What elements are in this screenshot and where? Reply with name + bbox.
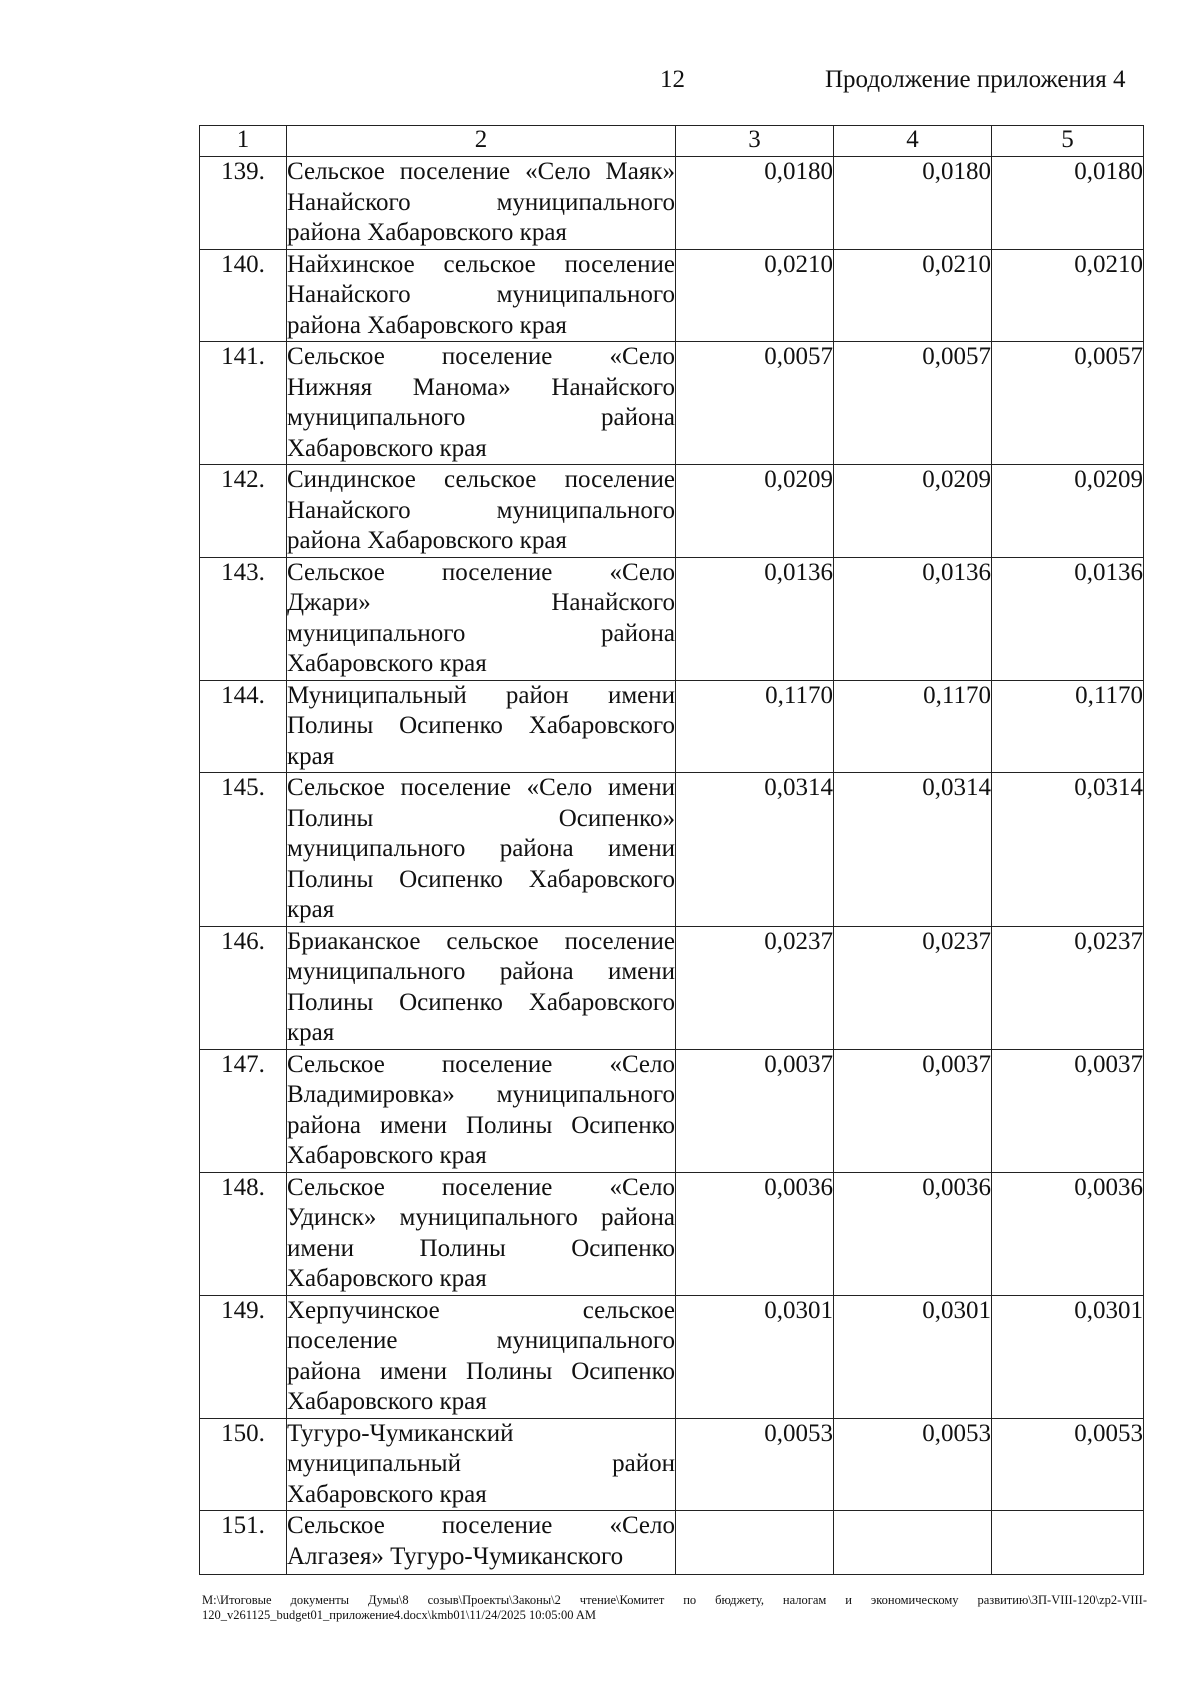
municipality-name-line: Владимировка» муниципального: [287, 1081, 675, 1108]
municipality-name-line: Сельское поселение «Село: [287, 343, 675, 370]
value-col-4: 0,0210: [834, 249, 992, 342]
municipality-name-line: Муниципальный район имени: [287, 681, 675, 709]
column-header: 2: [287, 126, 676, 157]
table-body: [200, 157, 1144, 1575]
municipality-name-line: Сельское поселение «Село: [287, 1173, 675, 1201]
municipality-name-line: муниципального района: [287, 404, 675, 431]
table-row: [200, 1049, 1144, 1172]
municipality-name-line: Сельское поселение «Село: [287, 558, 675, 586]
municipality-name: [287, 1049, 676, 1172]
municipality-name-line: Найхинское сельское поселение: [287, 250, 675, 278]
municipality-name-line: Бриаканское сельское поселение: [287, 927, 675, 955]
municipality-name-line: Джари» Нанайского: [287, 589, 675, 616]
value-col-5: 0,0209: [992, 465, 1144, 558]
value-col-3: 0,0210: [676, 249, 834, 342]
table-row: [200, 1295, 1144, 1418]
table-row: [200, 249, 1144, 342]
value-col-3: 0,0036: [676, 1172, 834, 1295]
page-number: 12: [660, 66, 685, 93]
document-file-path: M:\Итоговые документы Думы\8 созыв\Проекты\Законы\2 чтение\Комитет по бюджету, налогам и экономическому развитию\ЗП-VIII-120\zp2-VIII-120_v261125_budget01_приложение4.docx\kmb01\11/24/2025 10:05:00 AM: [202, 1593, 1147, 1622]
municipality-name-line: Нанайского муниципального: [287, 281, 675, 308]
value-col-3: 0,0053: [676, 1418, 834, 1511]
municipality-name: [287, 926, 676, 1049]
row-number: 141.: [200, 342, 287, 465]
row-number: 144.: [200, 680, 287, 773]
value-col-3: 0,0209: [676, 465, 834, 558]
table-row: [200, 1172, 1144, 1295]
row-number: 145.: [200, 773, 287, 927]
row-number: 151.: [200, 1511, 287, 1575]
municipality-name-line: Херпучинское сельское: [287, 1296, 675, 1324]
value-col-3: 0,0301: [676, 1295, 834, 1418]
municipality-name-line: Сельское поселение «Село: [287, 1512, 675, 1539]
value-col-4: 0,0301: [834, 1295, 992, 1418]
municipality-name-line: Синдинское сельское поселение: [287, 466, 675, 493]
value-col-3: 0,0136: [676, 557, 834, 680]
value-col-3: [676, 1511, 834, 1575]
value-col-4: 0,1170: [834, 680, 992, 773]
municipality-name: [287, 342, 676, 465]
value-col-4: 0,0036: [834, 1172, 992, 1295]
municipality-name-line: Полины Осипенко Хабаровского: [287, 712, 675, 739]
value-col-5: 0,0301: [992, 1295, 1144, 1418]
value-col-5: 0,0210: [992, 249, 1144, 342]
value-col-4: 0,0314: [834, 773, 992, 927]
municipality-name: [287, 557, 676, 680]
column-header: 5: [992, 126, 1144, 157]
row-number: 142.: [200, 465, 287, 558]
row-number: 146.: [200, 926, 287, 1049]
column-header: 4: [834, 126, 992, 157]
value-col-4: 0,0209: [834, 465, 992, 558]
municipality-name-line: Хабаровского края: [287, 1265, 487, 1292]
value-col-3: 0,1170: [676, 680, 834, 773]
municipality-name-line: района имени Полины Осипенко: [287, 1111, 675, 1139]
municipality-name: [287, 680, 676, 773]
value-col-5: 0,0057: [992, 342, 1144, 465]
row-number: 150.: [200, 1418, 287, 1511]
value-col-3: 0,0237: [676, 926, 834, 1049]
table-row: [200, 342, 1144, 465]
municipality-name-line: Сельское поселение «Село Маяк»: [287, 158, 675, 185]
value-col-4: 0,0136: [834, 557, 992, 680]
municipality-name-line: Хабаровского края: [287, 1480, 487, 1508]
row-number: 140.: [200, 249, 287, 342]
municipality-name: [287, 773, 676, 927]
value-col-4: 0,0037: [834, 1049, 992, 1172]
municipality-name-line: Нижняя Манома» Нанайского: [287, 373, 675, 401]
municipality-name-line: Сельское поселение «Село имени: [287, 774, 675, 801]
municipality-name-line: имени Полины Осипенко: [287, 1234, 675, 1262]
value-col-4: 0,0057: [834, 342, 992, 465]
table-row: [200, 926, 1144, 1049]
municipality-name-line: края: [287, 896, 335, 923]
municipality-name: [287, 249, 676, 342]
table-row: [200, 773, 1144, 927]
value-col-5: 0,0053: [992, 1418, 1144, 1511]
municipality-name: [287, 1511, 676, 1575]
municipality-name-line: Тугуро-Чумиканский: [287, 1419, 514, 1447]
table-row: [200, 1418, 1144, 1511]
value-col-5: 0,0037: [992, 1049, 1144, 1172]
table-row: [200, 465, 1144, 558]
municipality-name-line: Алгазея» Тугуро-Чумиканского: [287, 1542, 624, 1570]
value-col-4: [834, 1511, 992, 1575]
municipality-name-line: муниципальный район: [287, 1450, 675, 1477]
municipality-name: [287, 1295, 676, 1418]
value-col-5: 0,1170: [992, 680, 1144, 773]
municipality-name-line: района Хабаровского края: [287, 219, 567, 246]
value-col-5: 0,0180: [992, 157, 1144, 250]
municipality-name: [287, 465, 676, 558]
municipality-name: [287, 157, 676, 250]
value-col-5: 0,0136: [992, 557, 1144, 680]
municipality-name-line: Хабаровского края: [287, 1142, 487, 1169]
municipality-name-line: муниципального района: [287, 619, 675, 647]
municipality-name-line: района имени Полины Осипенко: [287, 1357, 675, 1385]
table-row: [200, 680, 1144, 773]
value-col-3: 0,0057: [676, 342, 834, 465]
row-number: 147.: [200, 1049, 287, 1172]
municipality-name-line: Сельское поселение «Село: [287, 1050, 675, 1078]
municipality-name-line: Хабаровского края: [287, 1388, 487, 1415]
value-col-5: 0,0237: [992, 926, 1144, 1049]
municipality-name-line: Полины Осипенко Хабаровского: [287, 988, 675, 1016]
municipality-name-line: Хабаровского края: [287, 434, 487, 462]
municipality-name-line: Хабаровского края: [287, 650, 487, 677]
table-header-row: [200, 126, 1144, 157]
municipality-name-line: муниципального района имени: [287, 835, 675, 862]
row-number: 143.: [200, 557, 287, 680]
value-col-5: 0,0314: [992, 773, 1144, 927]
table-row: [200, 557, 1144, 680]
municipality-name-line: края: [287, 742, 335, 770]
appendix-title: Продолжение приложения 4: [825, 66, 1126, 93]
municipality-name-line: Полины Осипенко Хабаровского: [287, 865, 675, 893]
municipality-name-line: Нанайского муниципального: [287, 496, 675, 524]
municipality-name-line: Полины Осипенко»: [287, 804, 675, 832]
row-number: 148.: [200, 1172, 287, 1295]
municipality-name-line: Нанайского муниципального: [287, 188, 675, 216]
municipality-name-line: края: [287, 1019, 335, 1046]
municipality-name-line: района Хабаровского края: [287, 311, 567, 339]
value-col-5: [992, 1511, 1144, 1575]
value-col-4: 0,0053: [834, 1418, 992, 1511]
value-col-3: 0,0180: [676, 157, 834, 250]
municipality-name-line: Удинск» муниципального района: [287, 1204, 675, 1231]
table-row: [200, 1511, 1144, 1575]
row-number: 149.: [200, 1295, 287, 1418]
municipality-name-line: муниципального района имени: [287, 958, 675, 985]
value-col-4: 0,0237: [834, 926, 992, 1049]
table-row: [200, 157, 1144, 250]
municipality-name: [287, 1418, 676, 1511]
column-header: 3: [676, 126, 834, 157]
value-col-3: 0,0314: [676, 773, 834, 927]
budget-table: [199, 125, 1144, 1575]
municipality-name: [287, 1172, 676, 1295]
value-col-3: 0,0037: [676, 1049, 834, 1172]
value-col-5: 0,0036: [992, 1172, 1144, 1295]
value-col-4: 0,0180: [834, 157, 992, 250]
column-header: 1: [200, 126, 287, 157]
municipality-name-line: поселение муниципального: [287, 1327, 675, 1354]
row-number: 139.: [200, 157, 287, 250]
municipality-name-line: района Хабаровского края: [287, 527, 567, 554]
